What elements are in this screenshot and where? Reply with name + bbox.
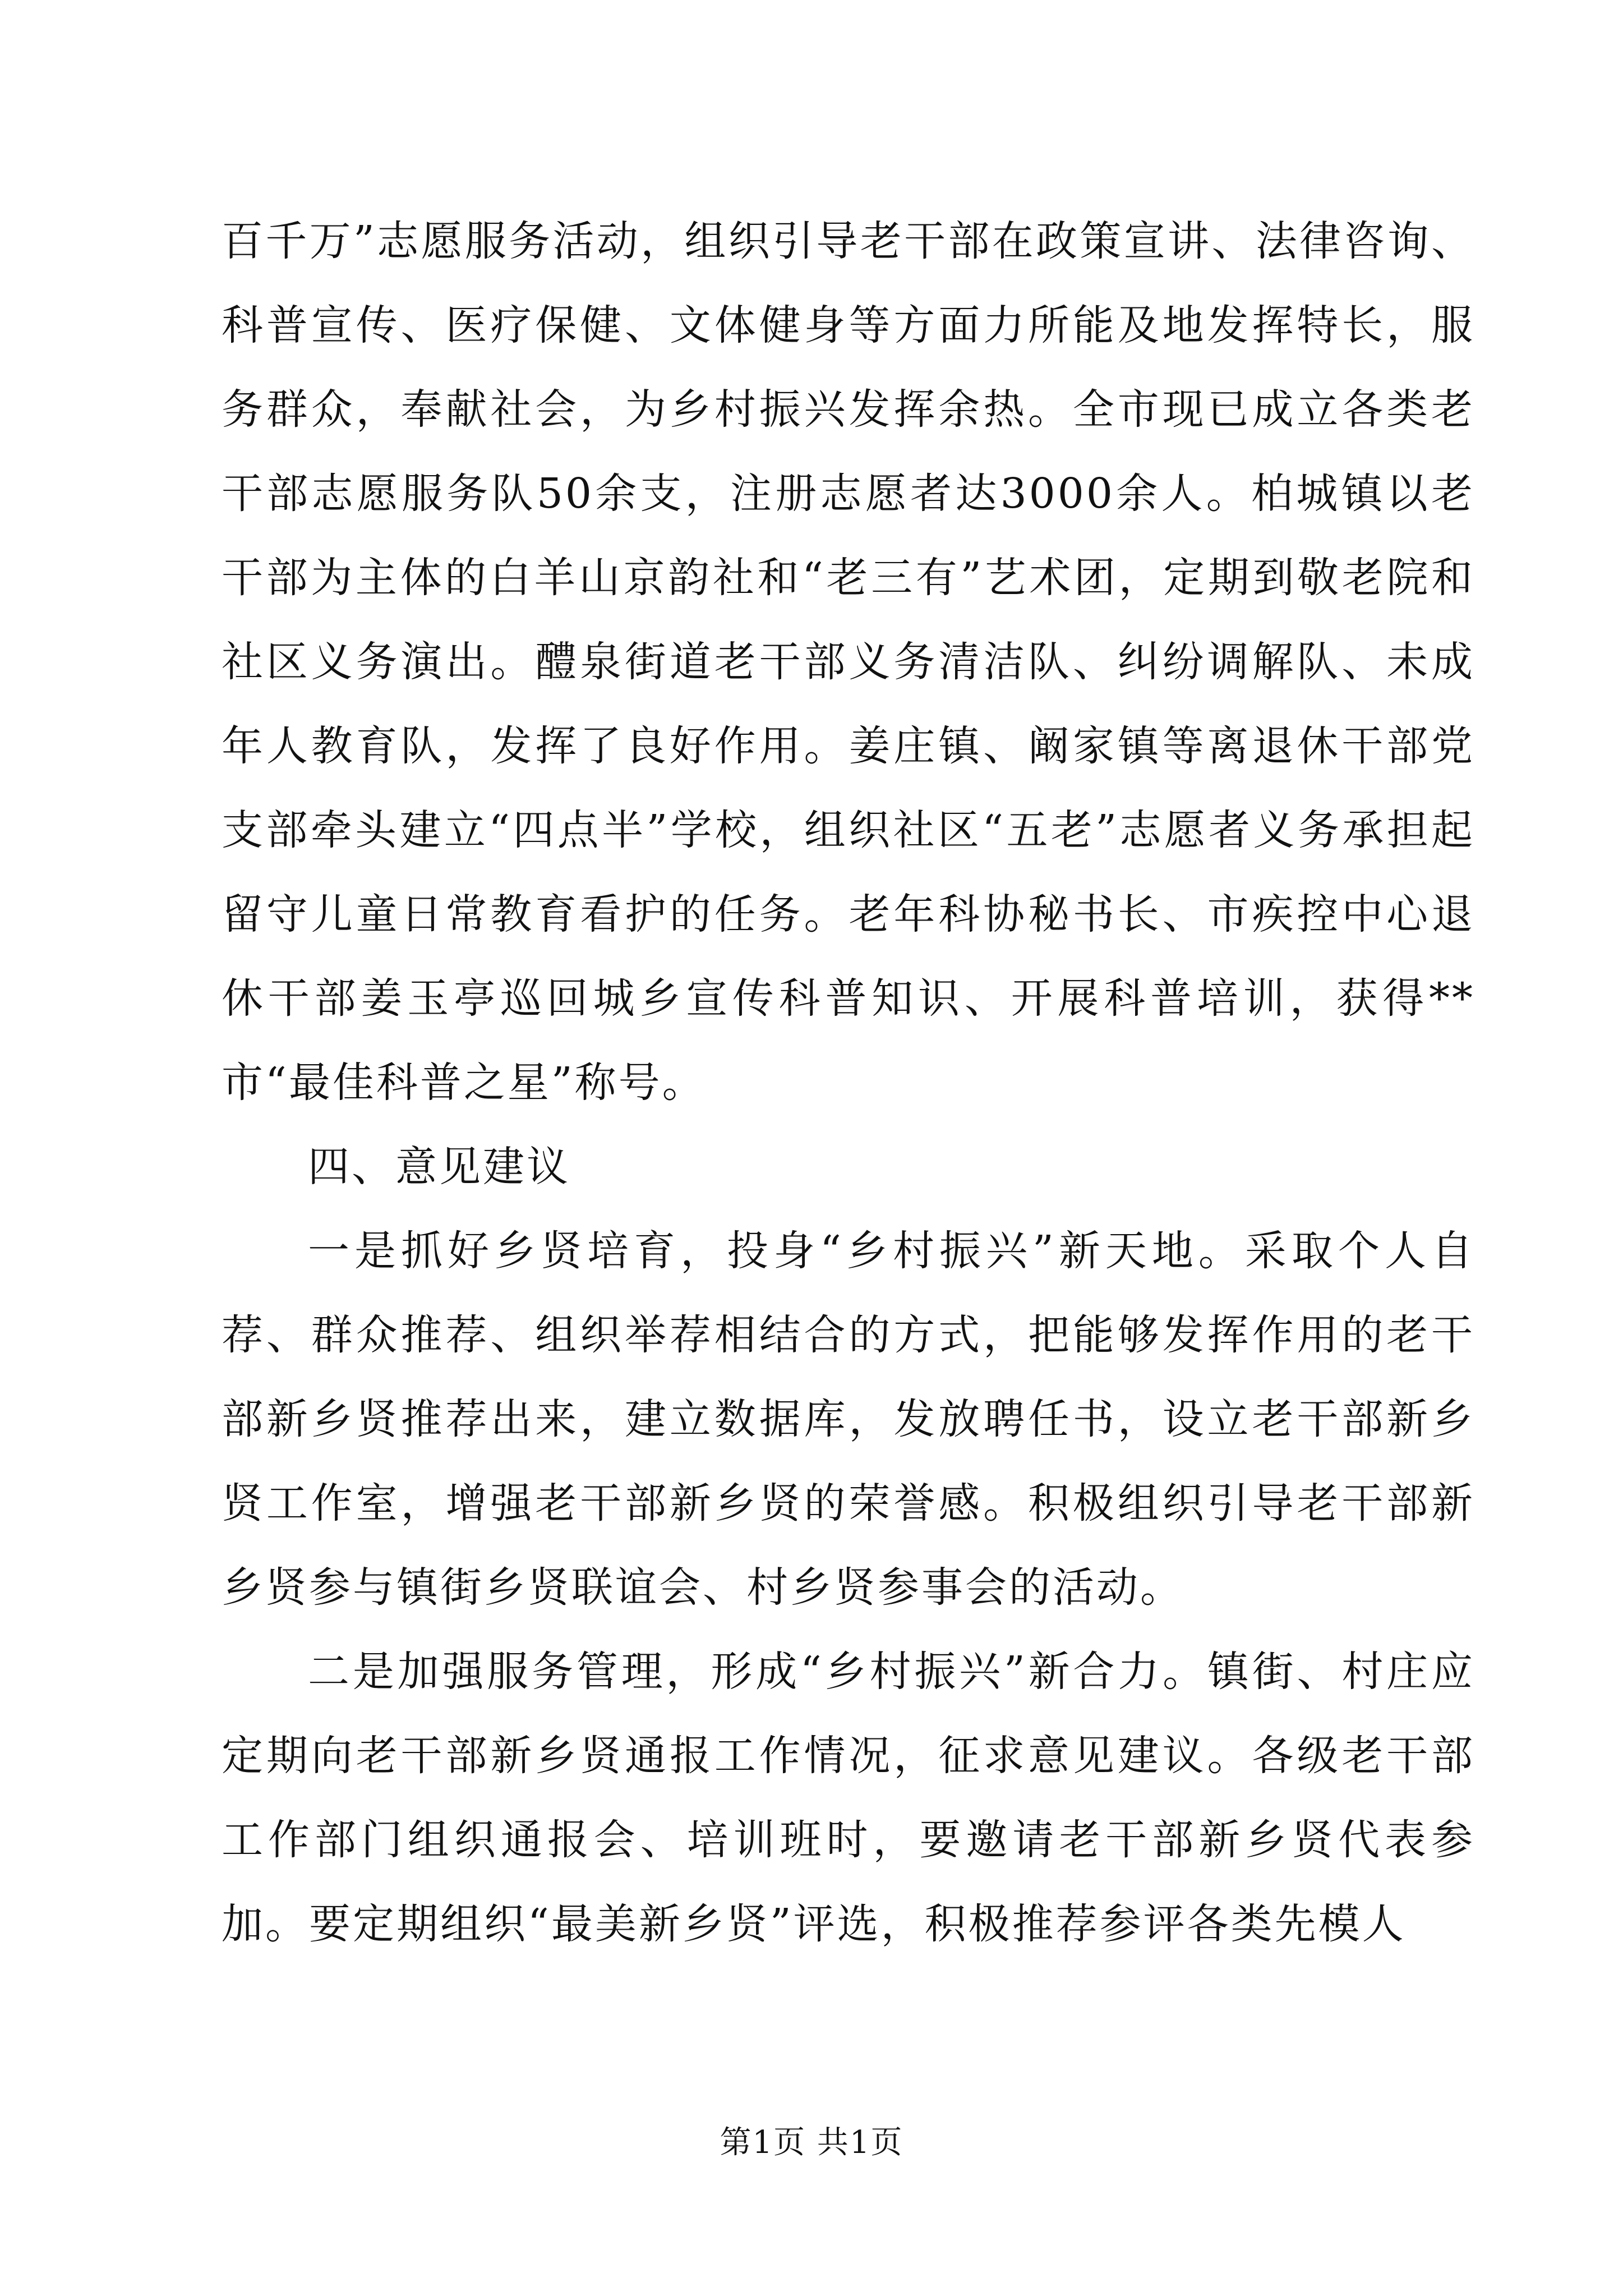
paragraph-suggestion-two: 二是加强服务管理，形成“乡村振兴”新合力。镇街、村庄应定期向老干部新乡贤通报工作情况，征求意见建议。各级老干部工作部门组织通报会、培训班时，要邀请老干部新乡贤代表参加。要定期组织“最美新乡贤”评选，积极推荐参评各类先模人 bbox=[222, 1648, 1475, 1948]
page-footer: 第1页 共1页 bbox=[720, 2124, 903, 2161]
section-heading-suggestions: 四、意见建议 bbox=[308, 1143, 570, 1191]
document-body bbox=[222, 199, 1475, 1966]
paragraph-suggestion-one: 一是抓好乡贤培育，投身“乡村振兴”新天地。采取个人自荐、群众推荐、组织举荐相结合的方式，把能够发挥作用的老干部新乡贤推荐出来，建立数据库，发放聘任书，设立老干部新乡贤工作室，增强老干部新乡贤的荣誉感。积极组织引导老干部新乡贤参与镇街乡贤联谊会、村乡贤参事会的活动。 bbox=[222, 1227, 1475, 1612]
paragraph-volunteer-service: 百千万”志愿服务活动，组织引导老干部在政策宣讲、法律咨询、科普宣传、医疗保健、文体健身等方面力所能及地发挥特长，服务群众，奉献社会，为乡村振兴发挥余热。全市现已成立各类老干部志愿服务队50余支，注册志愿者达3000余人。柏城镇以老干部为主体的白羊山京韵社和“老三有”艺术团，定期到敬老院和社区义务演出。醴泉街道老干部义务清洁队、纠纷调解队、未成年人教育队，发挥了良好作用。姜庄镇、阚家镇等离退休干部党支部牵头建立“四点半”学校，组织社区“五老”志愿者义务承担起留守儿童日常教育看护的任务。老年科协秘书长、市疾控中心退休干部姜玉亭巡回城乡宣传科普知识、开展科普培训，获得**市“最佳科普之星”称号。 bbox=[222, 217, 1475, 1107]
